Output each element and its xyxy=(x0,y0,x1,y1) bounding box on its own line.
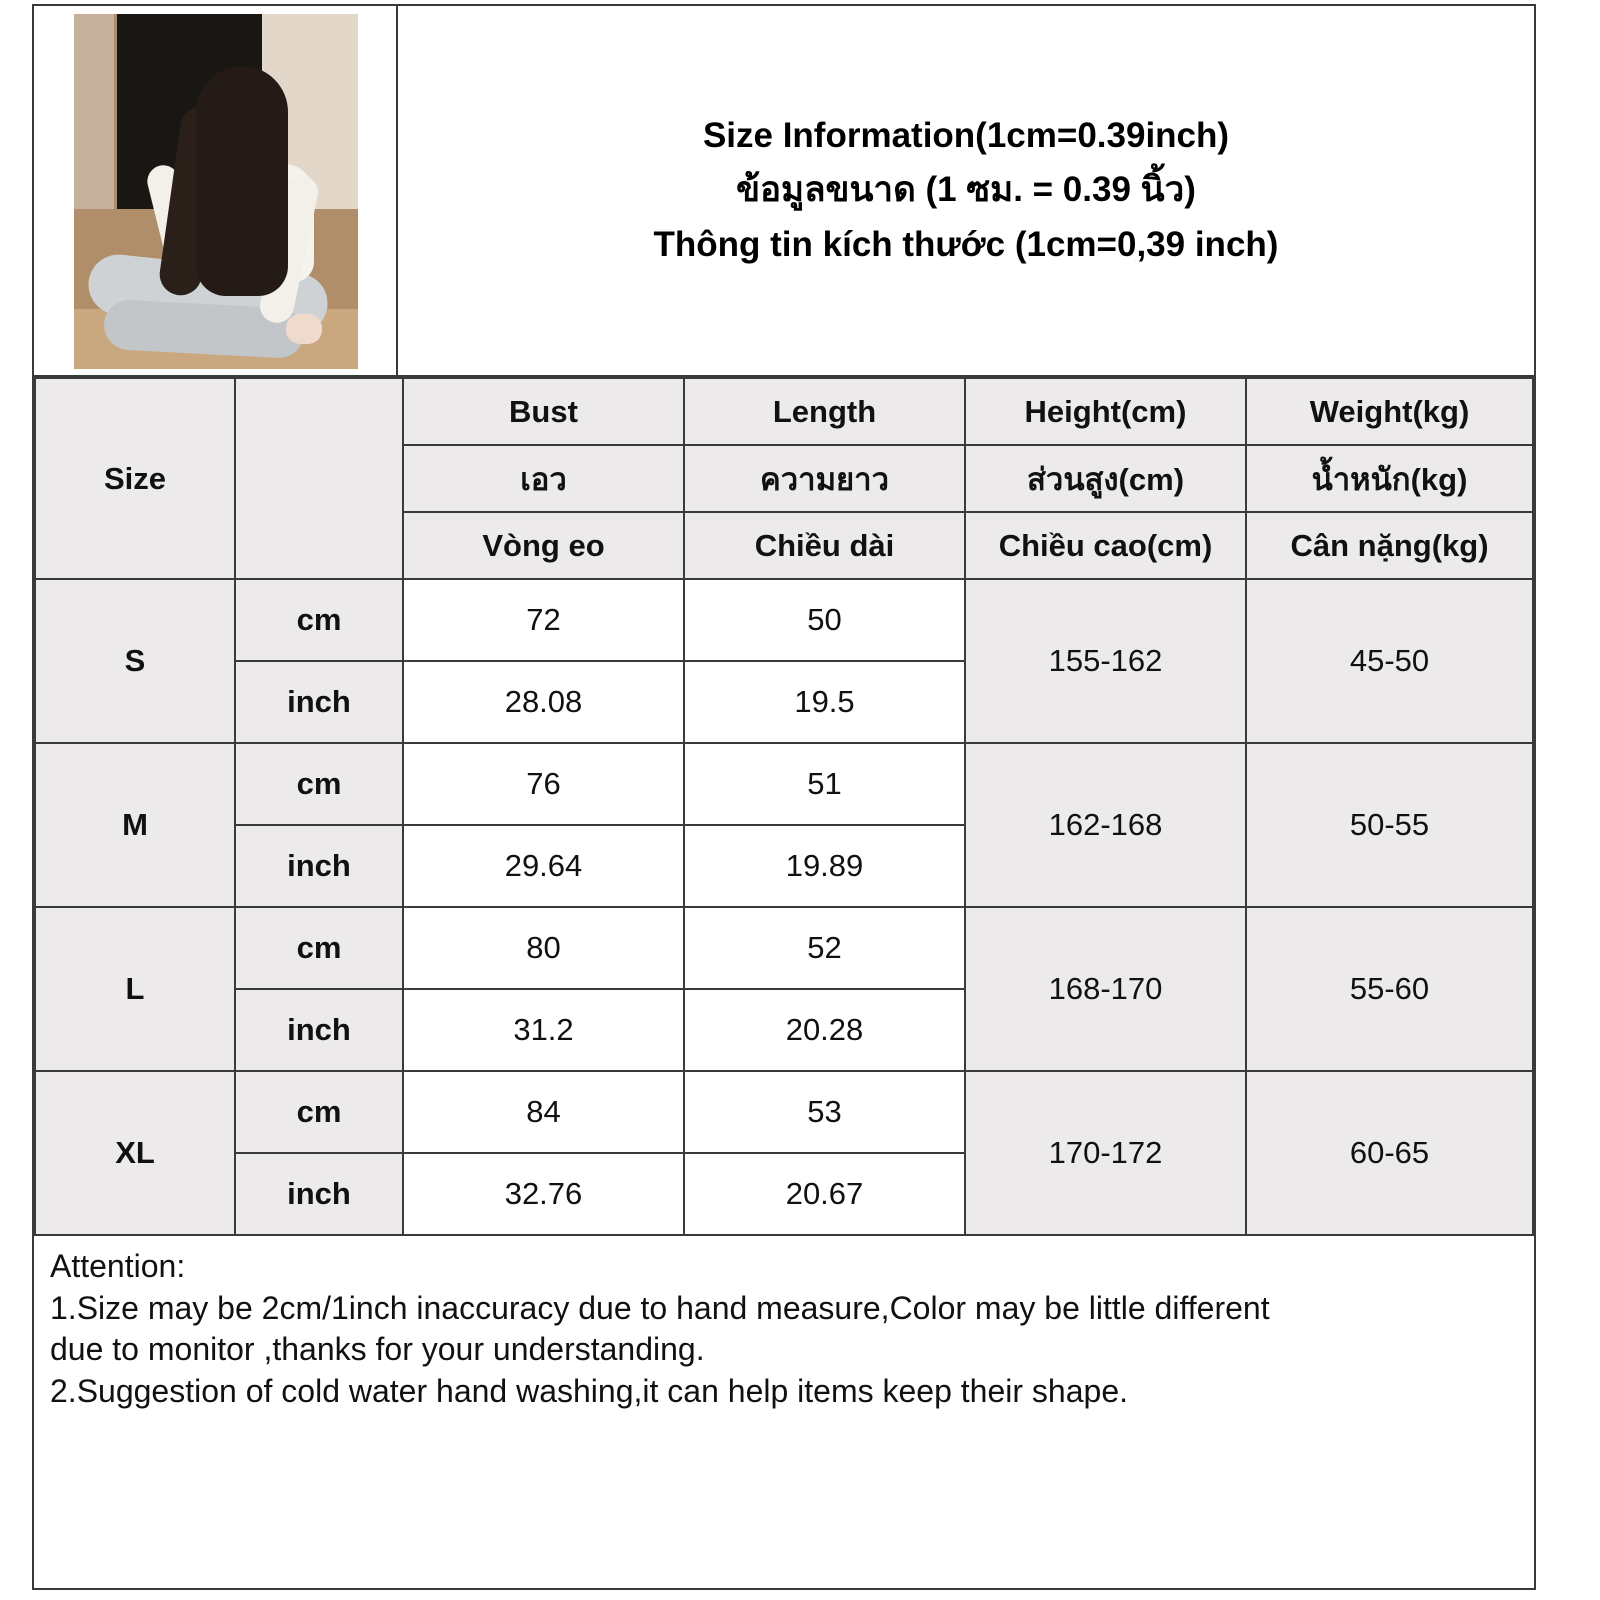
height-header-vi: Chiều cao(cm) xyxy=(965,512,1246,579)
length-cm-l: 52 xyxy=(684,907,965,989)
table-row xyxy=(35,579,1533,661)
bust-header-th: เอว xyxy=(403,445,684,512)
size-table xyxy=(34,377,1534,1236)
weight-header-vi: Cân nặng(kg) xyxy=(1246,512,1533,579)
bust-cm-xl: 84 xyxy=(403,1071,684,1153)
title-line-th: ข้อมูลขนาด (1 ซม. = 0.39 นิ้ว) xyxy=(736,170,1196,210)
attention-block xyxy=(34,1236,1534,1412)
unit-inch-s: inch xyxy=(235,661,403,743)
product-photo-cell xyxy=(34,6,398,375)
unit-inch-m: inch xyxy=(235,825,403,907)
height-l: 168-170 xyxy=(965,907,1246,1071)
table-header-row-en xyxy=(35,378,1533,445)
unit-cm-xl: cm xyxy=(235,1071,403,1153)
size-value-l: L xyxy=(35,907,235,1071)
bust-inch-xl: 32.76 xyxy=(403,1153,684,1235)
height-header-en: Height(cm) xyxy=(965,378,1246,445)
header-row xyxy=(34,6,1534,377)
weight-header-th: น้ำหนัก(kg) xyxy=(1246,445,1533,512)
bust-inch-l: 31.2 xyxy=(403,989,684,1071)
unit-cm-l: cm xyxy=(235,907,403,989)
size-value-xl: XL xyxy=(35,1071,235,1235)
length-inch-l: 20.28 xyxy=(684,989,965,1071)
title-block xyxy=(398,6,1534,375)
bust-inch-m: 29.64 xyxy=(403,825,684,907)
length-cm-m: 51 xyxy=(684,743,965,825)
bust-cm-m: 76 xyxy=(403,743,684,825)
height-s: 155-162 xyxy=(965,579,1246,743)
length-cm-s: 50 xyxy=(684,579,965,661)
title-line-vi: Thông tin kích thước (1cm=0,39 inch) xyxy=(653,224,1279,264)
height-m: 162-168 xyxy=(965,743,1246,907)
table-row xyxy=(35,907,1533,989)
length-header-en: Length xyxy=(684,378,965,445)
unit-cm-m: cm xyxy=(235,743,403,825)
bust-header-vi: Vòng eo xyxy=(403,512,684,579)
length-inch-s: 19.5 xyxy=(684,661,965,743)
size-value-s: S xyxy=(35,579,235,743)
length-inch-m: 19.89 xyxy=(684,825,965,907)
unit-inch-xl: inch xyxy=(235,1153,403,1235)
unit-inch-l: inch xyxy=(235,989,403,1071)
height-xl: 170-172 xyxy=(965,1071,1246,1235)
bust-header-en: Bust xyxy=(403,378,684,445)
unit-cm-s: cm xyxy=(235,579,403,661)
weight-header-en: Weight(kg) xyxy=(1246,378,1533,445)
length-cm-xl: 53 xyxy=(684,1071,965,1153)
size-value-m: M xyxy=(35,743,235,907)
title-line-en: Size Information(1cm=0.39inch) xyxy=(702,116,1230,156)
attention-heading: Attention: xyxy=(50,1248,186,1284)
weight-xl: 60-65 xyxy=(1246,1071,1533,1235)
length-header-vi: Chiều dài xyxy=(684,512,965,579)
table-row xyxy=(35,1071,1533,1153)
unit-header-cell xyxy=(235,378,403,579)
attention-line-1a: 1.Size may be 2cm/1inch inaccuracy due to hand measure,Color may be little different xyxy=(50,1289,1270,1326)
size-header-cell: Size xyxy=(35,378,235,579)
bust-cm-l: 80 xyxy=(403,907,684,989)
weight-l: 55-60 xyxy=(1246,907,1533,1071)
attention-line-2: 2.Suggestion of cold water hand washing,it can help items keep their shape. xyxy=(50,1372,1128,1409)
bust-cm-s: 72 xyxy=(403,579,684,661)
length-inch-xl: 20.67 xyxy=(684,1153,965,1235)
height-header-th: ส่วนสูง(cm) xyxy=(965,445,1246,512)
length-header-th: ความยาว xyxy=(684,445,965,512)
attention-line-1b: due to monitor ,thanks for your understanding. xyxy=(50,1331,705,1368)
model-photo xyxy=(74,14,358,369)
table-row xyxy=(35,743,1533,825)
weight-m: 50-55 xyxy=(1246,743,1533,907)
weight-s: 45-50 xyxy=(1246,579,1533,743)
size-chart-sheet xyxy=(32,4,1536,1590)
bust-inch-s: 28.08 xyxy=(403,661,684,743)
